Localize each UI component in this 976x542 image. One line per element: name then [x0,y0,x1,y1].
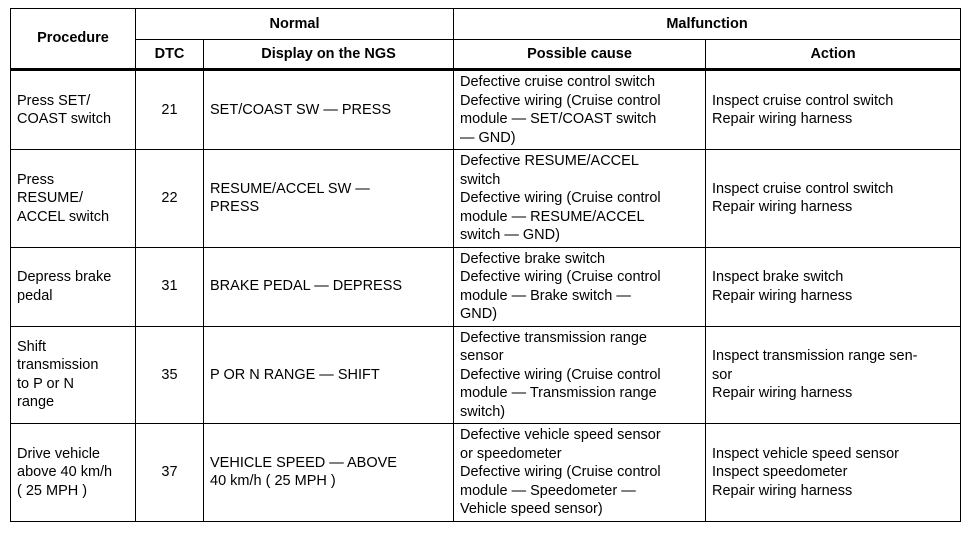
procedure-cell [11,247,136,326]
procedure-cell [11,70,136,150]
dtc-cell: 22 [136,150,204,248]
procedure-text: Drive vehicle above 40 km/h ( 25 MPH ) [17,445,113,499]
diagnosis-table [10,8,961,522]
table-row [11,70,961,150]
cause-cell [454,70,706,150]
table-row [11,150,961,248]
cause-cell [454,424,706,522]
action-text: Inspect vehicle speed sensor Inspect speedometer Repair wiring harness [712,445,899,499]
procedure-text: Shift transmission to P or N range [17,338,99,411]
cause-cell [454,150,706,248]
action-cell [706,247,961,326]
cause-cell [454,326,706,424]
table-row [11,247,961,326]
display-text: VEHICLE SPEED — ABOVE 40 km/h ( 25 MPH ) [210,454,397,490]
header-display: Display on the NGS [204,40,454,70]
action-text: Inspect transmission range sen- sor Repair wiring harness [712,348,918,401]
header-row-sub [11,40,961,70]
action-text: Inspect cruise control switch Repair wiring harness [712,92,894,127]
cause-text: Defective cruise control switch Defective wiring (Cruise control module — SET/COAST switch — GND) [460,74,661,146]
procedure-cell [11,424,136,522]
action-cell [706,150,961,248]
action-cell [706,70,961,150]
table-row [11,424,961,522]
display-cell [204,326,454,424]
cause-text: Defective brake switch Defective wiring (Cruise control module — Brake switch — GND) [460,250,661,322]
cause-text: Defective vehicle speed sensor or speedometer Defective wiring (Cruise control module — Speedometer — Vehicle speed sensor) [460,427,661,517]
header-cause: Possible cause [454,40,706,70]
dtc-cell: 21 [136,70,204,150]
display-cell [204,150,454,248]
display-cell [204,70,454,150]
procedure-text: Depress brake pedal [17,269,112,304]
dtc-cell: 37 [136,424,204,522]
display-cell [204,247,454,326]
cause-cell [454,247,706,326]
header-procedure: Procedure [11,9,136,70]
display-text: RESUME/ACCEL SW — PRESS [210,180,370,216]
display-cell [204,424,454,522]
display-text: P OR N RANGE — SHIFT [210,366,380,383]
display-text: SET/COAST SW — PRESS [210,101,392,118]
cause-text: Defective transmission range sensor Defective wiring (Cruise control module — Transmission range switch) [460,329,661,420]
dtc-cell: 31 [136,247,204,326]
procedure-cell [11,326,136,424]
header-row-top [11,9,961,40]
header-dtc: DTC [136,40,204,70]
header-normal: Normal [136,9,454,40]
procedure-text: Press SET/ COAST switch [17,92,112,127]
display-text: BRAKE PEDAL — DEPRESS [210,278,403,295]
procedure-text: Press RESUME/ ACCEL switch [17,171,110,225]
header-malfunction: Malfunction [454,9,961,40]
action-cell [706,424,961,522]
table-row [11,326,961,424]
header-action: Action [706,40,961,70]
procedure-cell [11,150,136,248]
action-cell [706,326,961,424]
dtc-cell: 35 [136,326,204,424]
action-text: Inspect brake switch Repair wiring harness [712,269,853,304]
cause-text: Defective RESUME/ACCEL switch Defective wiring (Cruise control module — RESUME/ACCEL switch — GND) [460,153,661,243]
action-text: Inspect cruise control switch Repair wiring harness [712,180,894,216]
